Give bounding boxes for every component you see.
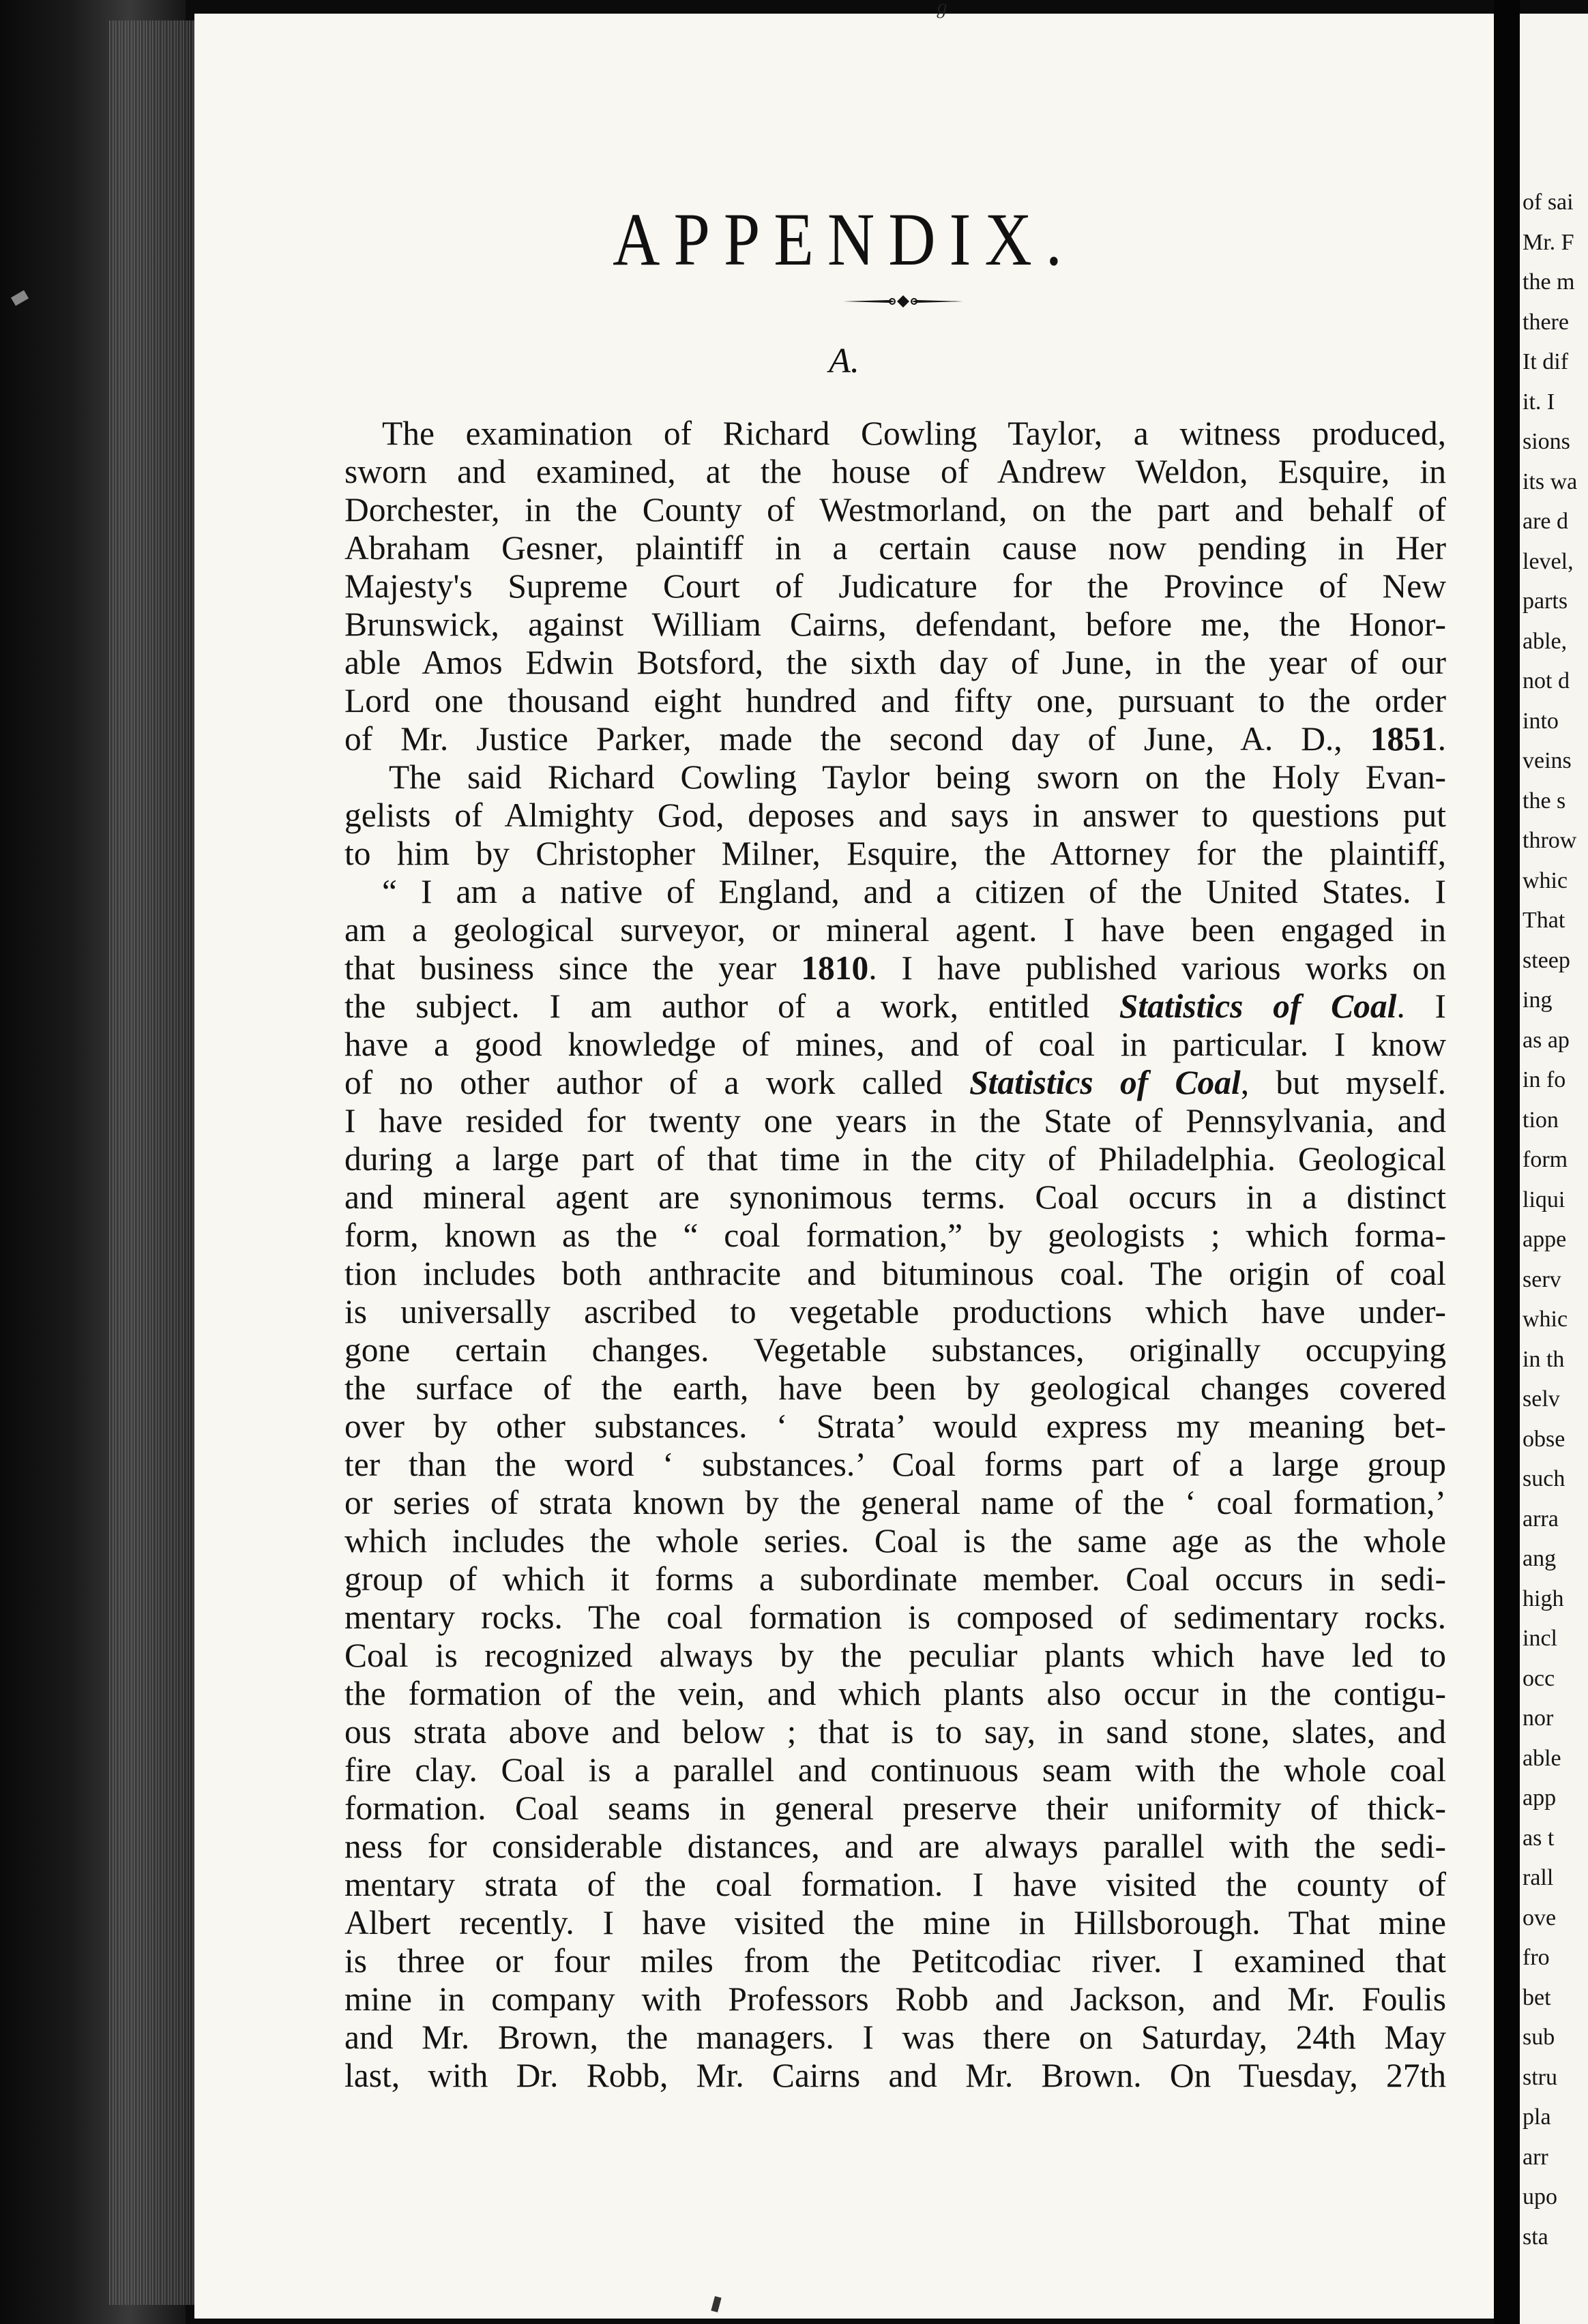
body-line: the subject. I am author of a work, entitled Statistics of Coal. I [344, 987, 1447, 1025]
adjacent-page-line: in fo [1523, 1067, 1566, 1092]
adjacent-page-line: of sai [1523, 190, 1574, 215]
adjacent-page-line: obse [1523, 1426, 1565, 1452]
adjacent-page-line: liqui [1523, 1187, 1565, 1212]
adjacent-page-line: form [1523, 1147, 1568, 1172]
adjacent-page-line: able, [1523, 628, 1568, 654]
body-line: of Mr. Justice Parker, made the second day of June, A. D., 1851. [344, 720, 1446, 758]
adjacent-page-line: as ap [1523, 1027, 1570, 1053]
adjacent-page-line: pla [1523, 2104, 1551, 2130]
body-line: which includes the whole series. Coal is the same age as the whole [344, 1522, 1446, 1560]
adjacent-page-line: arr [1523, 2144, 1548, 2170]
adjacent-page-line: ing [1523, 987, 1553, 1013]
adjacent-page-line: appe [1523, 1227, 1567, 1252]
body-line: of no other author of a work called Statistics of Coal, but myself. [344, 1064, 1446, 1101]
adjacent-page-line: whic [1523, 867, 1568, 893]
year-number: 1810 [801, 949, 869, 987]
body-line: The examination of Richard Cowling Taylor, a witness produced, [382, 415, 1446, 452]
body-line: ness for considerable distances, and are always parallel with the sedi- [344, 1828, 1446, 1865]
adjacent-page-line: such [1523, 1466, 1565, 1491]
title-ornament-icon [842, 293, 965, 310]
body-line: ous strata above and below ; that is to say, in sand stone, slates, and [344, 1713, 1446, 1751]
adjacent-page-line: sta [1523, 2224, 1548, 2250]
body-line: am a geological surveyor, or mineral agent. I have been engaged in [344, 911, 1446, 949]
adjacent-page-line: It dif [1523, 349, 1569, 374]
body-line: fire clay. Coal is a parallel and continuous seam with the whole coal [344, 1751, 1446, 1789]
adjacent-page-line: it. I [1523, 389, 1555, 415]
adjacent-page-line: tion [1523, 1107, 1559, 1133]
adjacent-page-line: able [1523, 1745, 1561, 1771]
body-line: to him by Christopher Milner, Esquire, the Attorney for the plaintiff, [344, 835, 1446, 872]
page-gutter [1494, 0, 1520, 2324]
adjacent-page-line: nor [1523, 1705, 1554, 1731]
body-line: Albert recently. I have visited the mine in Hillsborough. That mine [344, 1904, 1446, 1941]
adjacent-page-line: stru [1523, 2064, 1557, 2090]
body-line: ter than the word ‘ substances.’ Coal forms part of a large group [344, 1446, 1446, 1483]
body-line: form, known as the “ coal formation,” by geologists ; which forma- [344, 1217, 1446, 1254]
book-title: Statistics of Coal [1119, 987, 1397, 1025]
body-line: mentary rocks. The coal formation is composed of sedimentary rocks. [344, 1598, 1446, 1636]
adjacent-page-line: whic [1523, 1307, 1568, 1332]
adjacent-page-line: parts [1523, 589, 1568, 614]
page-stack-edge [109, 20, 194, 2305]
body-line: gone certain changes. Vegetable substances, originally occupying [344, 1331, 1446, 1369]
adjacent-page-line: arra [1523, 1506, 1559, 1532]
adjacent-page-line: app [1523, 1785, 1557, 1811]
body-line: is universally ascribed to vegetable productions which have under- [344, 1293, 1446, 1330]
body-line: I have resided for twenty one years in the State of Pennsylvania, and [344, 1102, 1446, 1139]
adjacent-page-line: selv [1523, 1386, 1560, 1412]
adjacent-page-line: bet [1523, 1984, 1551, 2010]
adjacent-page-line: steep [1523, 947, 1570, 973]
body-line: Abraham Gesner, plaintiff in a certain cause now pending in Her [344, 529, 1446, 567]
body-line: the surface of the earth, have been by geological changes covered [344, 1369, 1446, 1407]
body-line: mentary strata of the coal formation. I have visited the county of [344, 1866, 1446, 1903]
body-line: the formation of the vein, and which plants also occur in the contigu- [344, 1675, 1446, 1712]
adjacent-page-line: That [1523, 908, 1565, 933]
adjacent-page-line: ang [1523, 1546, 1557, 1571]
adjacent-page-line: are d [1523, 509, 1569, 534]
body-line: and mineral agent are synonimous terms. Coal occurs in a distinct [344, 1178, 1446, 1216]
body-line: Brunswick, against William Cairns, defendant, before me, the Honor- [344, 606, 1446, 643]
section-heading: A. [829, 342, 859, 381]
adjacent-page-line: sub [1523, 2025, 1555, 2050]
adjacent-page-line: Mr. F [1523, 229, 1574, 255]
adjacent-page-line: sions [1523, 429, 1570, 454]
body-line: Coal is recognized always by the peculiar plants which have led to [344, 1637, 1446, 1674]
body-line: is three or four miles from the Petitcodiac river. I examined that [344, 1942, 1446, 1980]
body-line: able Amos Edwin Botsford, the sixth day of June, in the year of our [344, 644, 1446, 681]
body-line: group of which it forms a subordinate member. Coal occurs in sedi- [344, 1560, 1446, 1598]
year-number: 1851 [1370, 720, 1438, 758]
adjacent-page-line: rall [1523, 1865, 1554, 1890]
body-line: Lord one thousand eight hundred and fifty one, pursuant to the order [344, 682, 1446, 719]
adjacent-page-line: in th [1523, 1346, 1565, 1372]
body-line: “ I am a native of England, and a citizen of the United States. I [382, 873, 1446, 910]
adjacent-page-line: as t [1523, 1825, 1555, 1851]
body-line: have a good knowledge of mines, and of coal in particular. I know [344, 1026, 1446, 1063]
adjacent-page-line: into [1523, 708, 1559, 734]
body-line: sworn and examined, at the house of Andrew Weldon, Esquire, in [344, 453, 1446, 490]
body-line: mine in company with Professors Robb and Jackson, and Mr. Foulis [344, 1980, 1446, 2018]
adjacent-page-line: serv [1523, 1266, 1561, 1292]
body-line: over by other substances. ‘ Strata’ would express my meaning bet- [344, 1407, 1446, 1445]
adjacent-page-line: there [1523, 309, 1569, 335]
book-title: Statistics of Coal [969, 1064, 1241, 1101]
adjacent-page-line: level, [1523, 548, 1574, 574]
body-line: The said Richard Cowling Taylor being sworn on the Holy Evan- [389, 758, 1446, 796]
adjacent-page-line: upo [1523, 2184, 1557, 2209]
adjacent-page-line: the m [1523, 269, 1575, 295]
adjacent-page-line: not d [1523, 668, 1570, 694]
top-ink-mark: ℊ [933, 0, 952, 18]
page-title: APPENDIX. [613, 196, 1076, 282]
adjacent-page-line: occ [1523, 1665, 1555, 1691]
adjacent-page-line: veins [1523, 748, 1572, 773]
adjacent-page-line: its wa [1523, 468, 1578, 494]
body-line: Dorchester, in the County of Westmorland, on the part and behalf of [344, 491, 1446, 528]
body-line: or series of strata known by the general name of the ‘ coal formation,’ [344, 1484, 1446, 1521]
body-line: formation. Coal seams in general preserve their uniformity of thick- [344, 1789, 1446, 1827]
adjacent-page-line: high [1523, 1585, 1564, 1611]
body-line: tion includes both anthracite and bituminous coal. The origin of coal [344, 1255, 1446, 1292]
adjacent-page-line: incl [1523, 1626, 1557, 1651]
body-line: gelists of Almighty God, deposes and says in answer to questions put [344, 796, 1446, 834]
adjacent-page-line: the s [1523, 788, 1566, 814]
body-line: during a large part of that time in the city of Philadelphia. Geological [344, 1140, 1446, 1178]
adjacent-page-line: fro [1523, 1945, 1550, 1970]
adjacent-page [1520, 14, 1588, 2324]
body-line: last, with Dr. Robb, Mr. Cairns and Mr. Brown. On Tuesday, 27th [344, 2057, 1446, 2094]
adjacent-page-line: ove [1523, 1905, 1557, 1931]
body-line: and Mr. Brown, the managers. I was there on Saturday, 24th May [344, 2018, 1446, 2056]
body-line: Majesty's Supreme Court of Judicature for the Province of New [344, 567, 1446, 605]
adjacent-page-line: throw [1523, 828, 1577, 853]
body-line: that business since the year 1810. I have published various works on [344, 949, 1446, 987]
